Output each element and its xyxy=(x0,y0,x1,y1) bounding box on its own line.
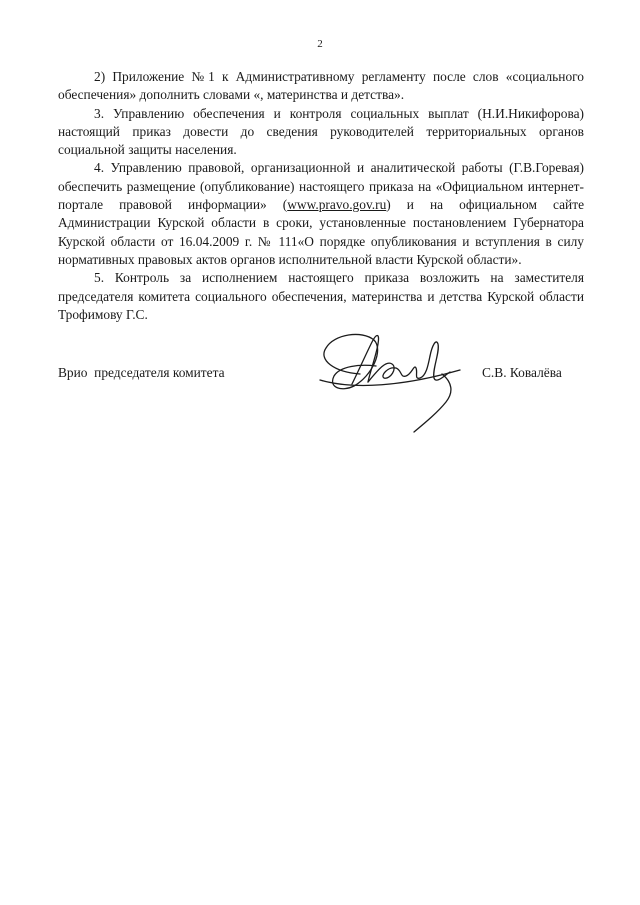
paragraph-3: 3. Управлению обеспечения и контроля социальных выплат (Н.И.Никифорова) настоящий приказ довести до сведения руководителей территориальных органов социальной защиты населения. xyxy=(58,105,584,158)
page-number: 2 xyxy=(317,38,323,50)
signatory-title: Врио председателя комитета xyxy=(58,365,225,380)
paragraph-4-text-before-link: 4. Управлению правовой, организационной и аналитической работы (Г.В.Горевая) обеспечить размещение (опубликование) настоящего приказа на «Официальном интернет-портале правовой информации» ( xyxy=(58,160,584,213)
paragraph-5: 5. Контроль за исполнением настоящего приказа возложить на заместителя председателя комитета социального обеспечения, материнства и детства Курской области Трофимову Г.С. xyxy=(58,270,584,322)
pravo-gov-link[interactable]: www.pravo.gov.ru xyxy=(287,197,387,213)
signatory-name: С.В. Ковалёва xyxy=(482,365,562,380)
paragraph-2: 2) Приложение №1 к Административному регламенту после слов «социального обеспечения» дополнить словами «, материнства и детства». xyxy=(58,69,584,103)
handwritten-signature xyxy=(314,320,474,438)
document-body xyxy=(58,68,584,324)
paragraph-4-text-after-link: ) и на официальном сайте Администрации Курской области в сроки, установленные постановлением Губернатора Курской области от 16.04.2009 г. № 111«О порядке опубликования и вступления в силу нормативных правовых актов органов исполнительной власти Курской области». xyxy=(58,197,585,267)
paragraph-4 xyxy=(58,159,584,269)
